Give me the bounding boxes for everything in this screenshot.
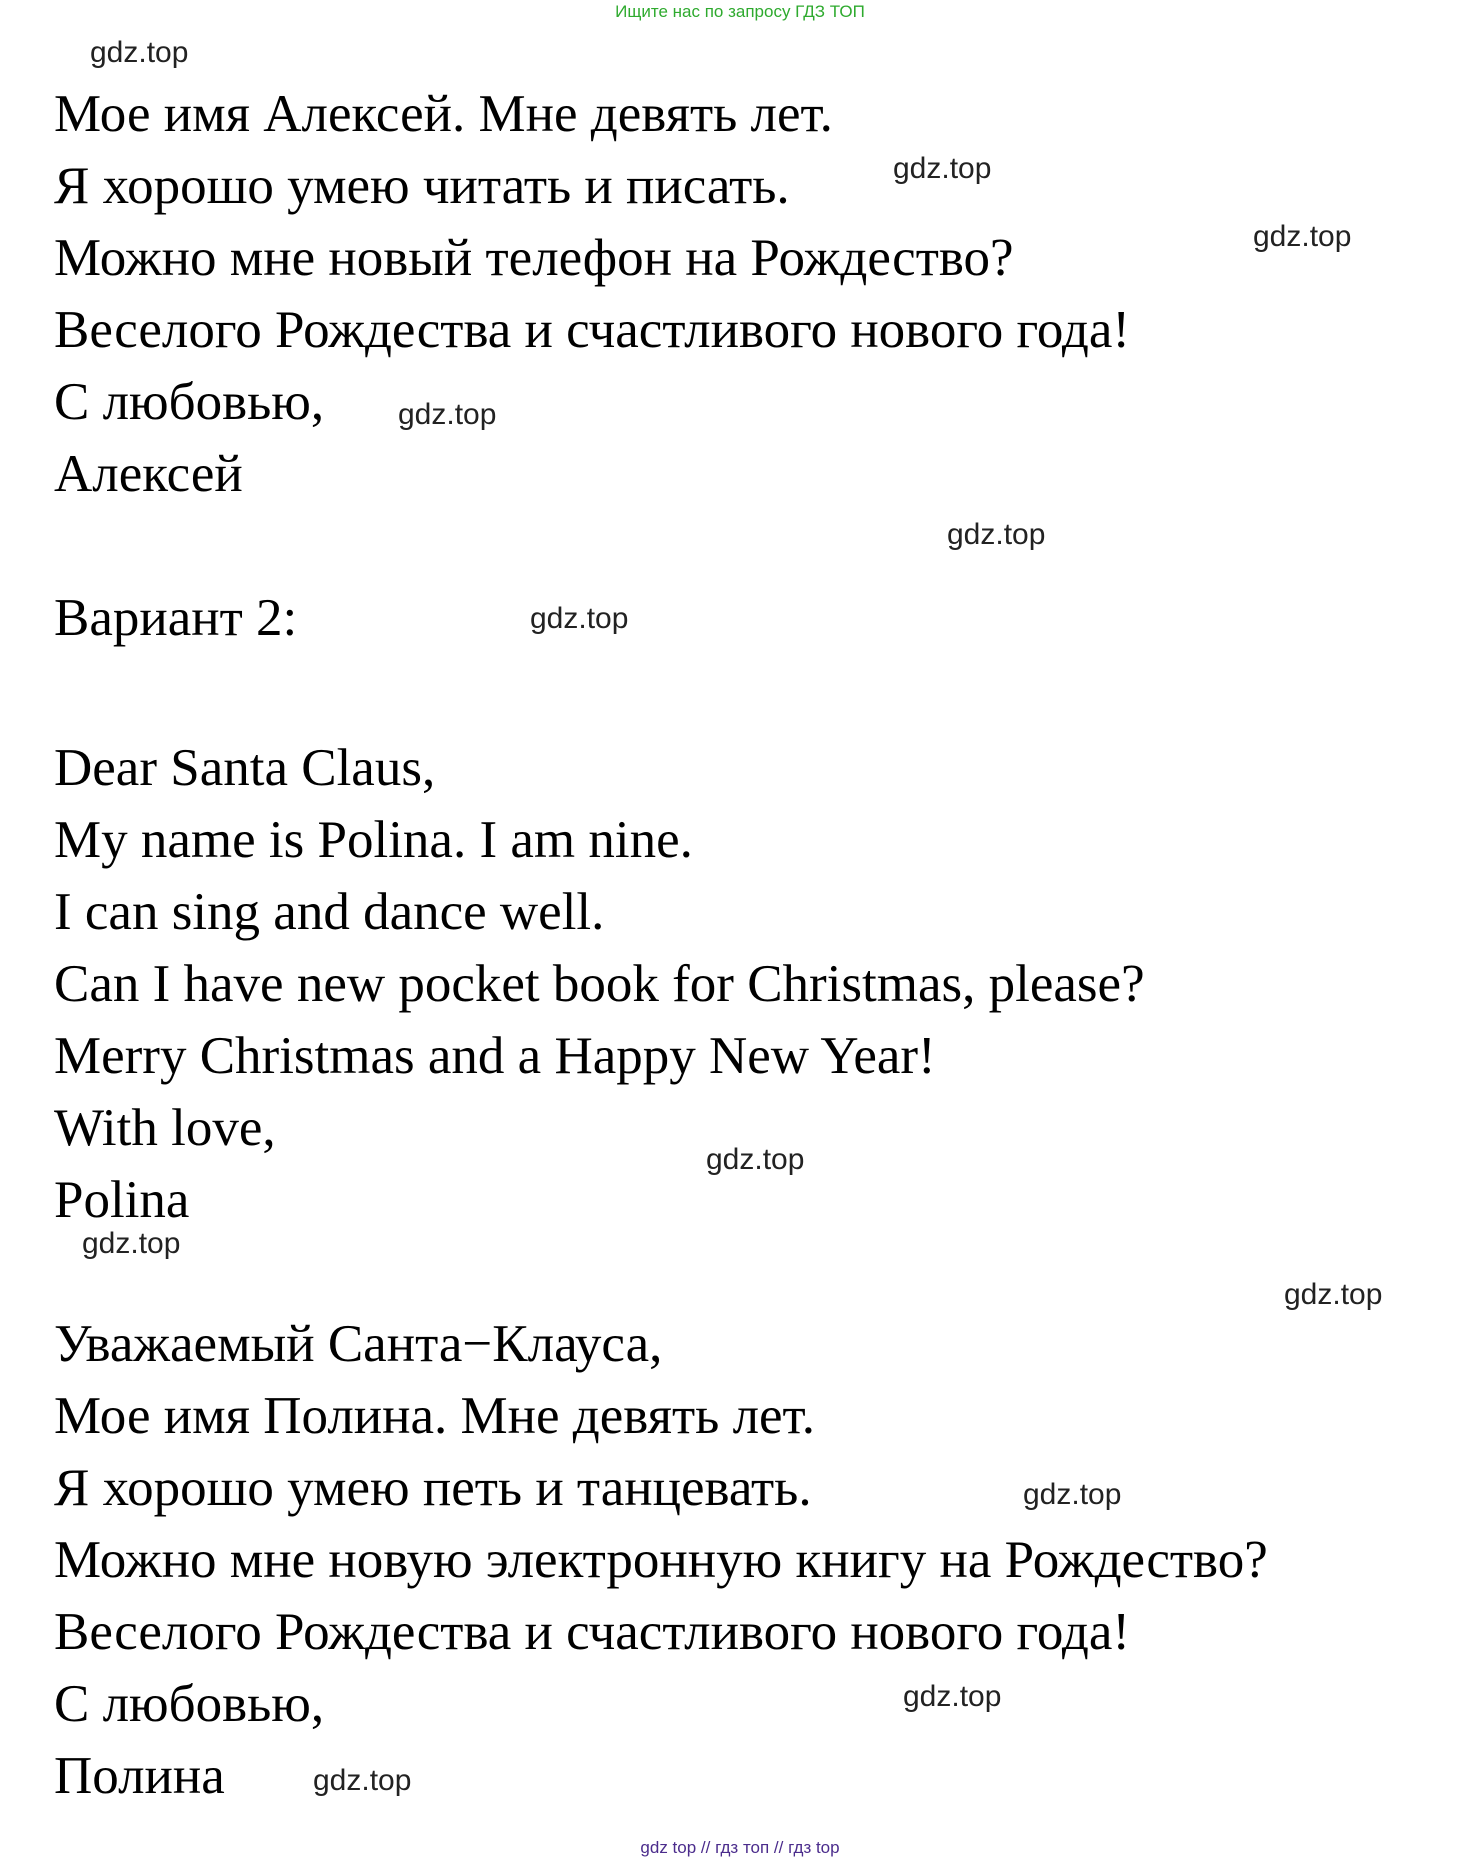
watermark: gdz.top bbox=[893, 152, 992, 185]
text-line: Веселого Рождества и счастливого нового года! bbox=[54, 1603, 1131, 1661]
text-line: Мое имя Полина. Мне девять лет. bbox=[54, 1387, 815, 1445]
text-line: Можно мне новую электронную книгу на Рождество? bbox=[54, 1531, 1268, 1589]
text-line: Можно мне новый телефон на Рождество? bbox=[54, 229, 1014, 287]
watermark: gdz.top bbox=[398, 398, 497, 431]
text-line: Мое имя Алексей. Мне девять лет. bbox=[54, 85, 833, 143]
watermark: gdz.top bbox=[706, 1143, 805, 1176]
watermark: gdz.top bbox=[903, 1680, 1002, 1713]
text-line: Я хорошо умею читать и писать. bbox=[54, 157, 790, 215]
top-search-banner[interactable]: Ищите нас по запросу ГДЗ ТОП bbox=[615, 2, 865, 21]
watermark: gdz.top bbox=[1253, 220, 1352, 253]
text-line: Алексей bbox=[54, 445, 243, 503]
watermark: gdz.top bbox=[1284, 1278, 1383, 1311]
text-line: I can sing and dance well. bbox=[54, 883, 605, 941]
section-heading: Вариант 2: bbox=[54, 589, 298, 647]
watermark: gdz.top bbox=[313, 1764, 412, 1797]
watermark: gdz.top bbox=[530, 602, 629, 635]
watermark: gdz.top bbox=[1023, 1478, 1122, 1511]
text-line: Веселого Рождества и счастливого нового года! bbox=[54, 301, 1131, 359]
text-line: Can I have new pocket book for Christmas, please? bbox=[54, 955, 1145, 1013]
text-line: Уважаемый Санта−Клауса, bbox=[54, 1315, 663, 1373]
text-line: Я хорошо умею петь и танцевать. bbox=[54, 1459, 812, 1517]
text-line: My name is Polina. I am nine. bbox=[54, 811, 693, 869]
text-line: Merry Christmas and a Happy New Year! bbox=[54, 1027, 936, 1085]
text-line: Dear Santa Claus, bbox=[54, 739, 436, 797]
text-line: Полина bbox=[54, 1747, 225, 1805]
text-line: Polina bbox=[54, 1171, 190, 1229]
text-line: С любовью, bbox=[54, 373, 325, 431]
text-line: With love, bbox=[54, 1099, 276, 1157]
watermark: gdz.top bbox=[947, 518, 1046, 551]
footer-links[interactable]: gdz top // гдз топ // гдз top bbox=[640, 1838, 840, 1857]
watermark: gdz.top bbox=[90, 36, 189, 69]
text-line: С любовью, bbox=[54, 1675, 325, 1733]
watermark: gdz.top bbox=[82, 1227, 181, 1260]
